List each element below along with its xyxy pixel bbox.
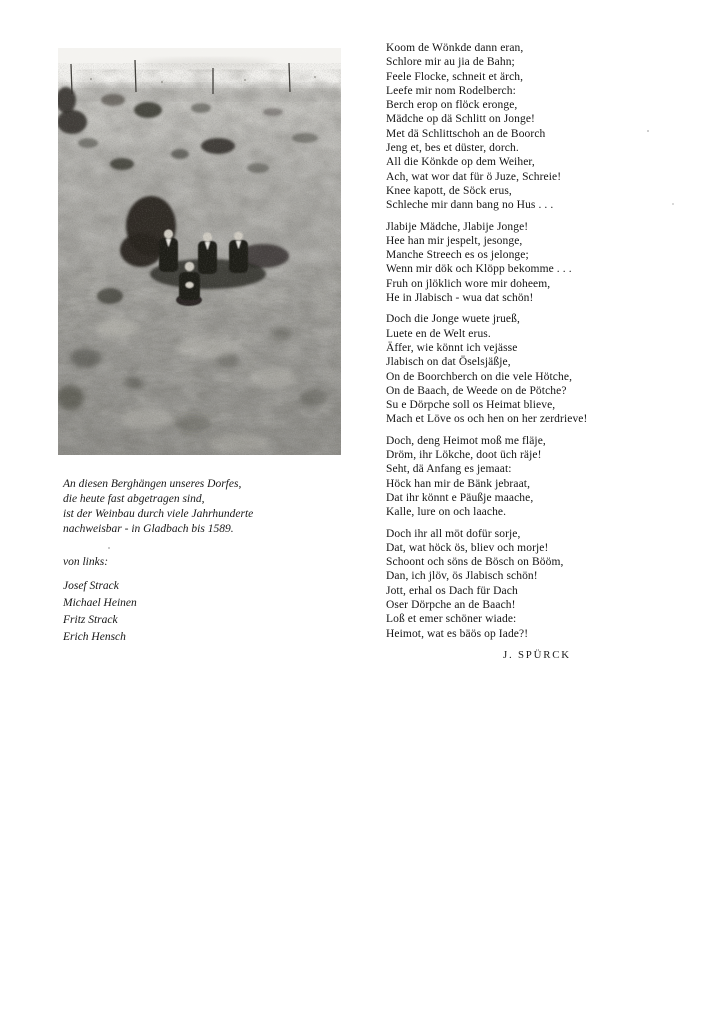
poem-stanza-4 [386,434,696,520]
person-name: Erich Hensch [63,631,126,643]
poem-line: Dat ihr könnt e Päußje maache, [386,491,534,504]
poem-line: All die Könkde op dem Weiher, [386,156,535,169]
poem-line: Doch die Jonge wuete jrueß, [386,313,520,326]
poem-line: Schoont och söns de Bösch on Bööm, [386,556,564,569]
poem-line: Jeng et, bes et düster, dorch. [386,142,519,155]
poem-line: Seht, dä Anfang es jemaat: [386,463,512,476]
poem-line: Met dä Schlittschoh an de Boorch [386,127,546,140]
poem-line: Schleche mir dann bang no Hus . . . [386,199,554,212]
paper-speck [647,130,649,132]
poem-line: Doch, deng Heimot moß me fläje, [386,434,546,447]
caption-line: An diesen Berghängen unseres Dorfes, [63,478,242,490]
poem-line: Feele Flocke, schneit et ärch, [386,70,524,83]
person-name: Michael Heinen [63,597,137,609]
poem-line: Berch erop on flöck eronge, [386,99,518,112]
dialect-poem [386,41,696,662]
caption-from-left-label: von links: [63,556,109,568]
caption-line: die heute fast abgetragen sind, [63,493,205,505]
caption-line: ist der Weinbau durch viele Jahrhunderte [63,508,254,520]
poem-line: Fruh on jlöklich wore mir doheem, [386,277,551,290]
poem-line: Loß et emer schöner wiade: [386,613,517,626]
poem-line: Koom de Wönkde dann eran, [386,42,524,54]
poem-line: Jlabisch on dat Öselsjäßje, [386,356,511,369]
poem-stanza-1 [386,41,696,213]
poem-line: Schlore mir au jia de Bahn; [386,56,515,69]
poem-line: Kalle, lure on och laache. [386,506,507,519]
poem-line: Oser Dörpche an de Baach! [386,598,516,611]
poem-line: Leefe mir nom Rodelberch: [386,84,516,97]
poem-line: Knee kapott, de Söck erus, [386,184,512,197]
poem-line: Mädche op dä Schlitt on Jonge! [386,113,535,126]
poem-line: Dröm, ihr Lökche, doot üch räje! [386,449,542,462]
paper-speck [672,203,674,205]
poem-line: He in Jlabisch - wua dat schön! [386,292,534,305]
poem-line: Höck han mir de Bänk jebraat, [386,477,531,490]
poem-stanza-5 [386,527,696,641]
poem-line: Dat, wat höck ös, bliev och morje! [386,541,549,554]
photo-grain [58,48,341,455]
poem-line: Manche Streech es os jelonge; [386,249,529,262]
paper-speck [108,547,110,549]
poem-line: Luete en de Welt erus. [386,327,491,340]
poem-line: On de Boorchberch on die vele Hötche, [386,370,573,383]
person-name: Fritz Strack [63,614,118,626]
caption-line: nachweisbar - in Gladbach bis 1589. [63,523,234,535]
poem-line: Doch ihr all möt dofür sorje, [386,527,521,540]
poem-line: Heimot, wat es bäös op Iade?! [386,627,529,640]
poem-author: J. SPÜRCK [503,648,571,661]
poem-line: Mach et Löve os och hen on her zerdrieve! [386,413,588,426]
poem-line: Dan, ich jlöv, ös Jlabisch schön! [386,570,538,583]
poem-line: On de Baach, de Weede on de Pötche? [386,384,567,397]
poem-line: Wenn mir dök och Klöpp bekomme . . . [386,263,572,276]
person-name: Josef Strack [63,580,119,592]
hillside-photo-svg [58,48,341,455]
photo-caption [63,477,363,537]
poem-line: Äffer, wie könnt ich vejässe [386,341,518,354]
poem-line: Jott, erhal os Dach für Dach [386,584,518,597]
hillside-photograph [58,48,341,455]
poem-stanza-2 [386,220,696,306]
pictured-names-list [63,578,313,646]
poem-stanza-3 [386,312,696,426]
poem-line: Hee han mir jespelt, jesonge, [386,234,523,247]
poem-line: Jlabije Mädche, Jlabije Jonge! [386,220,529,233]
poem-line: Ach, wat wor dat für ö Juze, Schreie! [386,170,562,183]
poem-line: Su e Dörpche soll os Heimat blieve, [386,399,556,412]
